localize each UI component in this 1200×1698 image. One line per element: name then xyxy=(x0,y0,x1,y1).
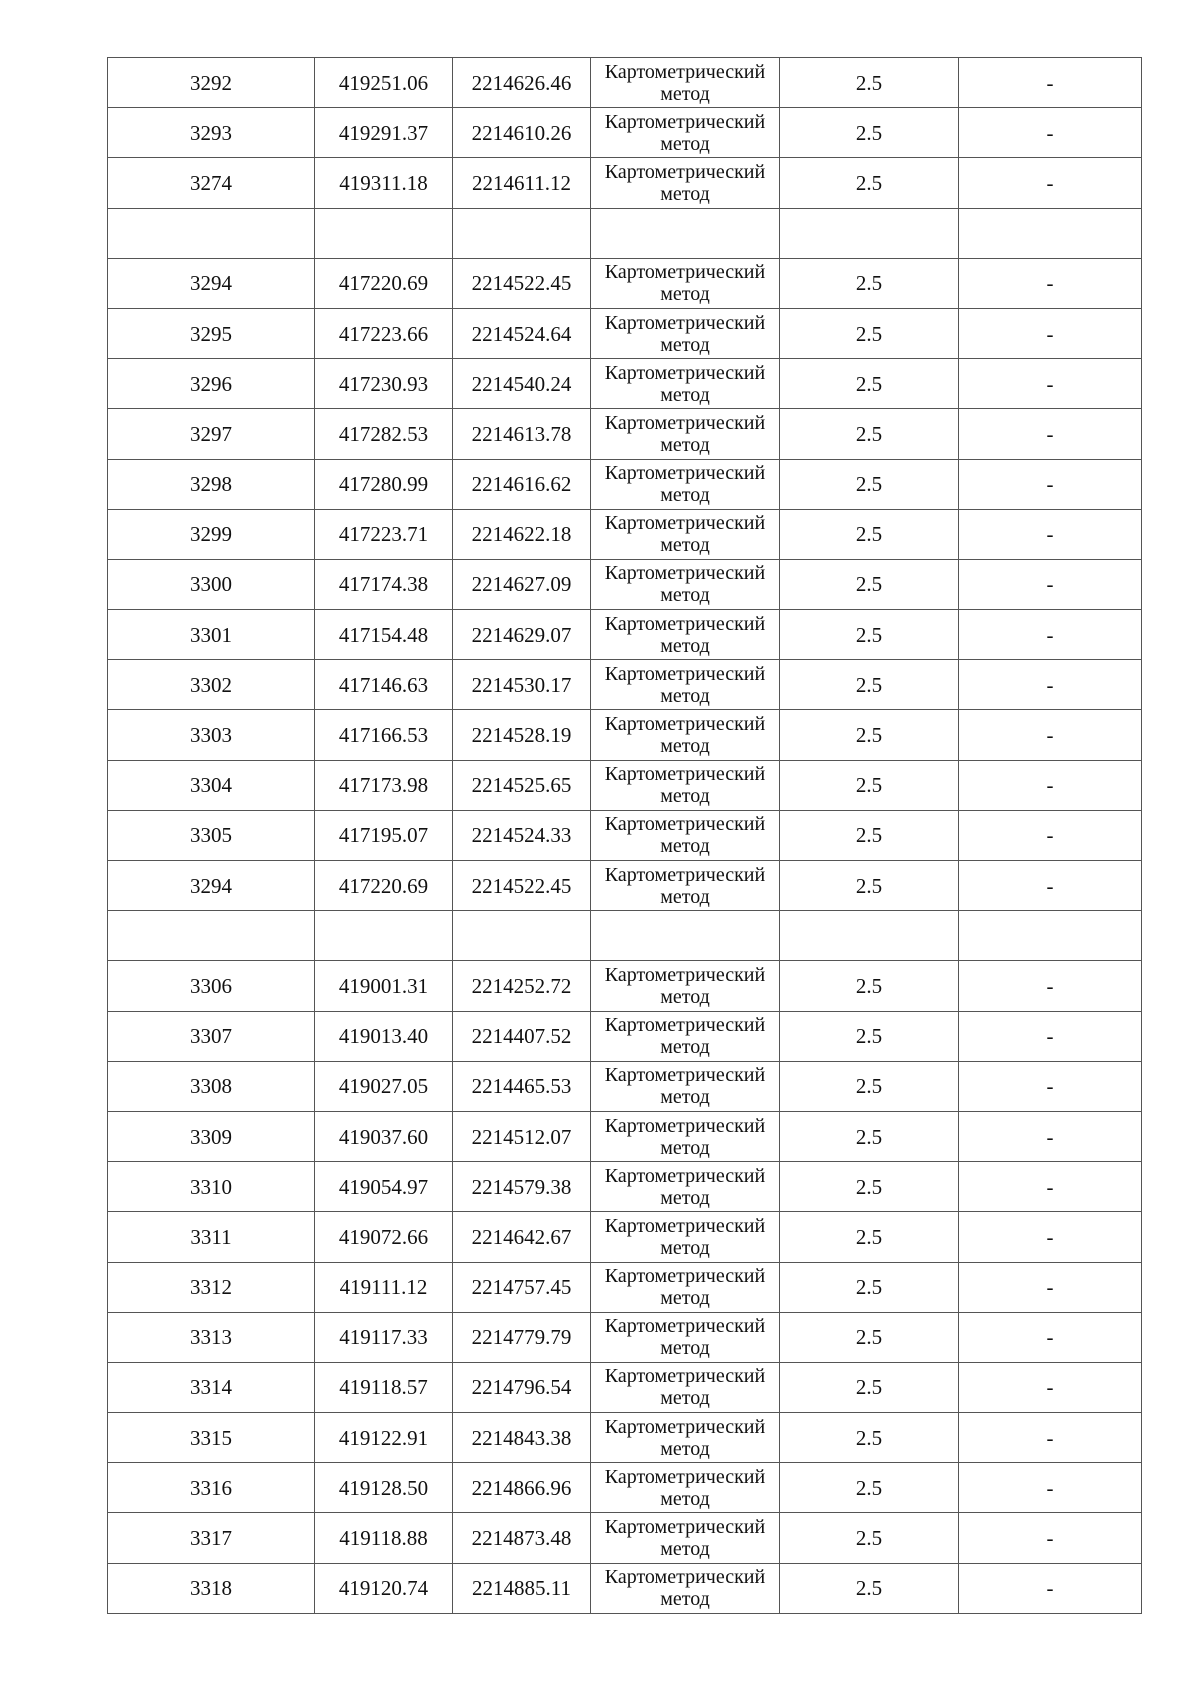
accuracy-cell: 2.5 xyxy=(780,1212,959,1262)
method-cell: Картометрический метод xyxy=(591,961,780,1011)
accuracy-cell: 2.5 xyxy=(780,1061,959,1111)
separator-row xyxy=(108,911,1142,961)
empty-cell xyxy=(780,911,959,961)
x-coordinate-cell: 419013.40 xyxy=(315,1011,453,1061)
method-cell: Картометрический метод xyxy=(591,559,780,609)
point-number-cell: 3315 xyxy=(108,1413,315,1463)
method-cell: Картометрический метод xyxy=(591,1312,780,1362)
note-cell: - xyxy=(959,961,1142,1011)
empty-cell xyxy=(453,911,591,961)
point-number-cell: 3317 xyxy=(108,1513,315,1563)
note-cell: - xyxy=(959,710,1142,760)
accuracy-cell: 2.5 xyxy=(780,1312,959,1362)
method-cell: Картометрический метод xyxy=(591,660,780,710)
note-cell: - xyxy=(959,108,1142,158)
table-row xyxy=(108,1011,1142,1061)
y-coordinate-cell: 2214866.96 xyxy=(453,1463,591,1513)
y-coordinate-cell: 2214528.19 xyxy=(453,710,591,760)
point-number-cell: 3294 xyxy=(108,258,315,308)
y-coordinate-cell: 2214873.48 xyxy=(453,1513,591,1563)
method-cell: Картометрический метод xyxy=(591,1563,780,1613)
table-row xyxy=(108,810,1142,860)
y-coordinate-cell: 2214642.67 xyxy=(453,1212,591,1262)
accuracy-cell: 2.5 xyxy=(780,1162,959,1212)
table-row xyxy=(108,509,1142,559)
accuracy-cell: 2.5 xyxy=(780,1362,959,1412)
empty-cell xyxy=(959,911,1142,961)
x-coordinate-cell: 417230.93 xyxy=(315,359,453,409)
y-coordinate-cell: 2214465.53 xyxy=(453,1061,591,1111)
table-row xyxy=(108,459,1142,509)
accuracy-cell: 2.5 xyxy=(780,861,959,911)
y-coordinate-cell: 2214522.45 xyxy=(453,861,591,911)
table-row xyxy=(108,58,1142,108)
x-coordinate-cell: 419072.66 xyxy=(315,1212,453,1262)
note-cell: - xyxy=(959,1362,1142,1412)
x-coordinate-cell: 417223.66 xyxy=(315,308,453,358)
accuracy-cell: 2.5 xyxy=(780,710,959,760)
x-coordinate-cell: 417173.98 xyxy=(315,760,453,810)
x-coordinate-cell: 419251.06 xyxy=(315,58,453,108)
table-row xyxy=(108,861,1142,911)
note-cell: - xyxy=(959,1312,1142,1362)
x-coordinate-cell: 417220.69 xyxy=(315,861,453,911)
method-cell: Картометрический метод xyxy=(591,1413,780,1463)
method-cell: Картометрический метод xyxy=(591,1262,780,1312)
accuracy-cell: 2.5 xyxy=(780,359,959,409)
method-cell: Картометрический метод xyxy=(591,1111,780,1161)
point-number-cell: 3303 xyxy=(108,710,315,760)
y-coordinate-cell: 2214512.07 xyxy=(453,1111,591,1161)
table-row xyxy=(108,1212,1142,1262)
method-cell: Картометрический метод xyxy=(591,359,780,409)
y-coordinate-cell: 2214843.38 xyxy=(453,1413,591,1463)
accuracy-cell: 2.5 xyxy=(780,1111,959,1161)
note-cell: - xyxy=(959,158,1142,208)
separator-row xyxy=(108,208,1142,258)
table-row xyxy=(108,710,1142,760)
point-number-cell: 3298 xyxy=(108,459,315,509)
empty-cell xyxy=(315,208,453,258)
note-cell: - xyxy=(959,1513,1142,1563)
point-number-cell: 3305 xyxy=(108,810,315,860)
point-number-cell: 3295 xyxy=(108,308,315,358)
x-coordinate-cell: 419128.50 xyxy=(315,1463,453,1513)
x-coordinate-cell: 419054.97 xyxy=(315,1162,453,1212)
accuracy-cell: 2.5 xyxy=(780,1262,959,1312)
point-number-cell: 3309 xyxy=(108,1111,315,1161)
method-cell: Картометрический метод xyxy=(591,509,780,559)
point-number-cell: 3300 xyxy=(108,559,315,609)
y-coordinate-cell: 2214579.38 xyxy=(453,1162,591,1212)
note-cell: - xyxy=(959,1212,1142,1262)
note-cell: - xyxy=(959,610,1142,660)
method-cell: Картометрический метод xyxy=(591,1011,780,1061)
table-row xyxy=(108,1312,1142,1362)
y-coordinate-cell: 2214530.17 xyxy=(453,660,591,710)
point-number-cell: 3293 xyxy=(108,108,315,158)
y-coordinate-cell: 2214779.79 xyxy=(453,1312,591,1362)
table-row xyxy=(108,1563,1142,1613)
y-coordinate-cell: 2214524.33 xyxy=(453,810,591,860)
empty-cell xyxy=(959,208,1142,258)
accuracy-cell: 2.5 xyxy=(780,409,959,459)
point-number-cell: 3304 xyxy=(108,760,315,810)
accuracy-cell: 2.5 xyxy=(780,509,959,559)
x-coordinate-cell: 417154.48 xyxy=(315,610,453,660)
accuracy-cell: 2.5 xyxy=(780,1011,959,1061)
y-coordinate-cell: 2214757.45 xyxy=(453,1262,591,1312)
point-number-cell: 3307 xyxy=(108,1011,315,1061)
x-coordinate-cell: 419118.88 xyxy=(315,1513,453,1563)
x-coordinate-cell: 419118.57 xyxy=(315,1362,453,1412)
x-coordinate-cell: 417174.38 xyxy=(315,559,453,609)
point-number-cell: 3318 xyxy=(108,1563,315,1613)
table-row xyxy=(108,1111,1142,1161)
note-cell: - xyxy=(959,459,1142,509)
note-cell: - xyxy=(959,1162,1142,1212)
point-number-cell: 3301 xyxy=(108,610,315,660)
table-row xyxy=(108,1262,1142,1312)
empty-cell xyxy=(591,911,780,961)
method-cell: Картометрический метод xyxy=(591,1362,780,1412)
accuracy-cell: 2.5 xyxy=(780,559,959,609)
x-coordinate-cell: 419037.60 xyxy=(315,1111,453,1161)
table-row xyxy=(108,108,1142,158)
empty-cell xyxy=(591,208,780,258)
x-coordinate-cell: 417282.53 xyxy=(315,409,453,459)
table-row xyxy=(108,610,1142,660)
table-row xyxy=(108,1413,1142,1463)
accuracy-cell: 2.5 xyxy=(780,308,959,358)
point-number-cell: 3292 xyxy=(108,58,315,108)
table-row xyxy=(108,1463,1142,1513)
method-cell: Картометрический метод xyxy=(591,861,780,911)
table-row xyxy=(108,1362,1142,1412)
x-coordinate-cell: 419311.18 xyxy=(315,158,453,208)
accuracy-cell: 2.5 xyxy=(780,58,959,108)
y-coordinate-cell: 2214885.11 xyxy=(453,1563,591,1613)
y-coordinate-cell: 2214629.07 xyxy=(453,610,591,660)
table-row xyxy=(108,1513,1142,1563)
note-cell: - xyxy=(959,509,1142,559)
x-coordinate-cell: 417146.63 xyxy=(315,660,453,710)
x-coordinate-cell: 419001.31 xyxy=(315,961,453,1011)
note-cell: - xyxy=(959,58,1142,108)
y-coordinate-cell: 2214610.26 xyxy=(453,108,591,158)
note-cell: - xyxy=(959,1011,1142,1061)
table-row xyxy=(108,409,1142,459)
point-number-cell: 3311 xyxy=(108,1212,315,1262)
point-number-cell: 3274 xyxy=(108,158,315,208)
table-row xyxy=(108,1061,1142,1111)
accuracy-cell: 2.5 xyxy=(780,1513,959,1563)
y-coordinate-cell: 2214626.46 xyxy=(453,58,591,108)
table-row xyxy=(108,308,1142,358)
table-row xyxy=(108,359,1142,409)
x-coordinate-cell: 417220.69 xyxy=(315,258,453,308)
x-coordinate-cell: 419117.33 xyxy=(315,1312,453,1362)
y-coordinate-cell: 2214524.64 xyxy=(453,308,591,358)
coordinates-table-body xyxy=(108,58,1142,1614)
empty-cell xyxy=(780,208,959,258)
y-coordinate-cell: 2214613.78 xyxy=(453,409,591,459)
note-cell: - xyxy=(959,258,1142,308)
coordinates-table xyxy=(107,57,1142,1614)
accuracy-cell: 2.5 xyxy=(780,760,959,810)
table-row xyxy=(108,660,1142,710)
note-cell: - xyxy=(959,1463,1142,1513)
method-cell: Картометрический метод xyxy=(591,710,780,760)
x-coordinate-cell: 419120.74 xyxy=(315,1563,453,1613)
y-coordinate-cell: 2214627.09 xyxy=(453,559,591,609)
table-row xyxy=(108,1162,1142,1212)
method-cell: Картометрический метод xyxy=(591,258,780,308)
point-number-cell: 3294 xyxy=(108,861,315,911)
accuracy-cell: 2.5 xyxy=(780,158,959,208)
y-coordinate-cell: 2214540.24 xyxy=(453,359,591,409)
point-number-cell: 3314 xyxy=(108,1362,315,1412)
note-cell: - xyxy=(959,1061,1142,1111)
method-cell: Картометрический метод xyxy=(591,108,780,158)
method-cell: Картометрический метод xyxy=(591,409,780,459)
note-cell: - xyxy=(959,308,1142,358)
table-row xyxy=(108,961,1142,1011)
x-coordinate-cell: 419291.37 xyxy=(315,108,453,158)
y-coordinate-cell: 2214796.54 xyxy=(453,1362,591,1412)
accuracy-cell: 2.5 xyxy=(780,108,959,158)
point-number-cell: 3296 xyxy=(108,359,315,409)
method-cell: Картометрический метод xyxy=(591,308,780,358)
x-coordinate-cell: 417280.99 xyxy=(315,459,453,509)
y-coordinate-cell: 2214525.65 xyxy=(453,760,591,810)
note-cell: - xyxy=(959,1563,1142,1613)
empty-cell xyxy=(453,208,591,258)
note-cell: - xyxy=(959,861,1142,911)
point-number-cell: 3308 xyxy=(108,1061,315,1111)
note-cell: - xyxy=(959,409,1142,459)
point-number-cell: 3313 xyxy=(108,1312,315,1362)
empty-cell xyxy=(108,911,315,961)
point-number-cell: 3316 xyxy=(108,1463,315,1513)
accuracy-cell: 2.5 xyxy=(780,610,959,660)
note-cell: - xyxy=(959,1262,1142,1312)
x-coordinate-cell: 419111.12 xyxy=(315,1262,453,1312)
point-number-cell: 3306 xyxy=(108,961,315,1011)
note-cell: - xyxy=(959,810,1142,860)
note-cell: - xyxy=(959,760,1142,810)
table-row xyxy=(108,559,1142,609)
y-coordinate-cell: 2214616.62 xyxy=(453,459,591,509)
table-row xyxy=(108,258,1142,308)
accuracy-cell: 2.5 xyxy=(780,1563,959,1613)
method-cell: Картометрический метод xyxy=(591,158,780,208)
y-coordinate-cell: 2214611.12 xyxy=(453,158,591,208)
point-number-cell: 3302 xyxy=(108,660,315,710)
y-coordinate-cell: 2214522.45 xyxy=(453,258,591,308)
method-cell: Картометрический метод xyxy=(591,1463,780,1513)
empty-cell xyxy=(108,208,315,258)
accuracy-cell: 2.5 xyxy=(780,459,959,509)
y-coordinate-cell: 2214407.52 xyxy=(453,1011,591,1061)
accuracy-cell: 2.5 xyxy=(780,1413,959,1463)
accuracy-cell: 2.5 xyxy=(780,660,959,710)
point-number-cell: 3312 xyxy=(108,1262,315,1312)
accuracy-cell: 2.5 xyxy=(780,1463,959,1513)
x-coordinate-cell: 419027.05 xyxy=(315,1061,453,1111)
accuracy-cell: 2.5 xyxy=(780,961,959,1011)
method-cell: Картометрический метод xyxy=(591,1212,780,1262)
method-cell: Картометрический метод xyxy=(591,1513,780,1563)
point-number-cell: 3310 xyxy=(108,1162,315,1212)
y-coordinate-cell: 2214622.18 xyxy=(453,509,591,559)
accuracy-cell: 2.5 xyxy=(780,258,959,308)
note-cell: - xyxy=(959,559,1142,609)
method-cell: Картометрический метод xyxy=(591,58,780,108)
x-coordinate-cell: 417223.71 xyxy=(315,509,453,559)
point-number-cell: 3297 xyxy=(108,409,315,459)
method-cell: Картометрический метод xyxy=(591,610,780,660)
note-cell: - xyxy=(959,660,1142,710)
x-coordinate-cell: 419122.91 xyxy=(315,1413,453,1463)
point-number-cell: 3299 xyxy=(108,509,315,559)
method-cell: Картометрический метод xyxy=(591,760,780,810)
method-cell: Картометрический метод xyxy=(591,1061,780,1111)
method-cell: Картометрический метод xyxy=(591,1162,780,1212)
method-cell: Картометрический метод xyxy=(591,810,780,860)
note-cell: - xyxy=(959,359,1142,409)
table-row xyxy=(108,158,1142,208)
x-coordinate-cell: 417195.07 xyxy=(315,810,453,860)
note-cell: - xyxy=(959,1413,1142,1463)
note-cell: - xyxy=(959,1111,1142,1161)
method-cell: Картометрический метод xyxy=(591,459,780,509)
accuracy-cell: 2.5 xyxy=(780,810,959,860)
table-row xyxy=(108,760,1142,810)
empty-cell xyxy=(315,911,453,961)
y-coordinate-cell: 2214252.72 xyxy=(453,961,591,1011)
x-coordinate-cell: 417166.53 xyxy=(315,710,453,760)
